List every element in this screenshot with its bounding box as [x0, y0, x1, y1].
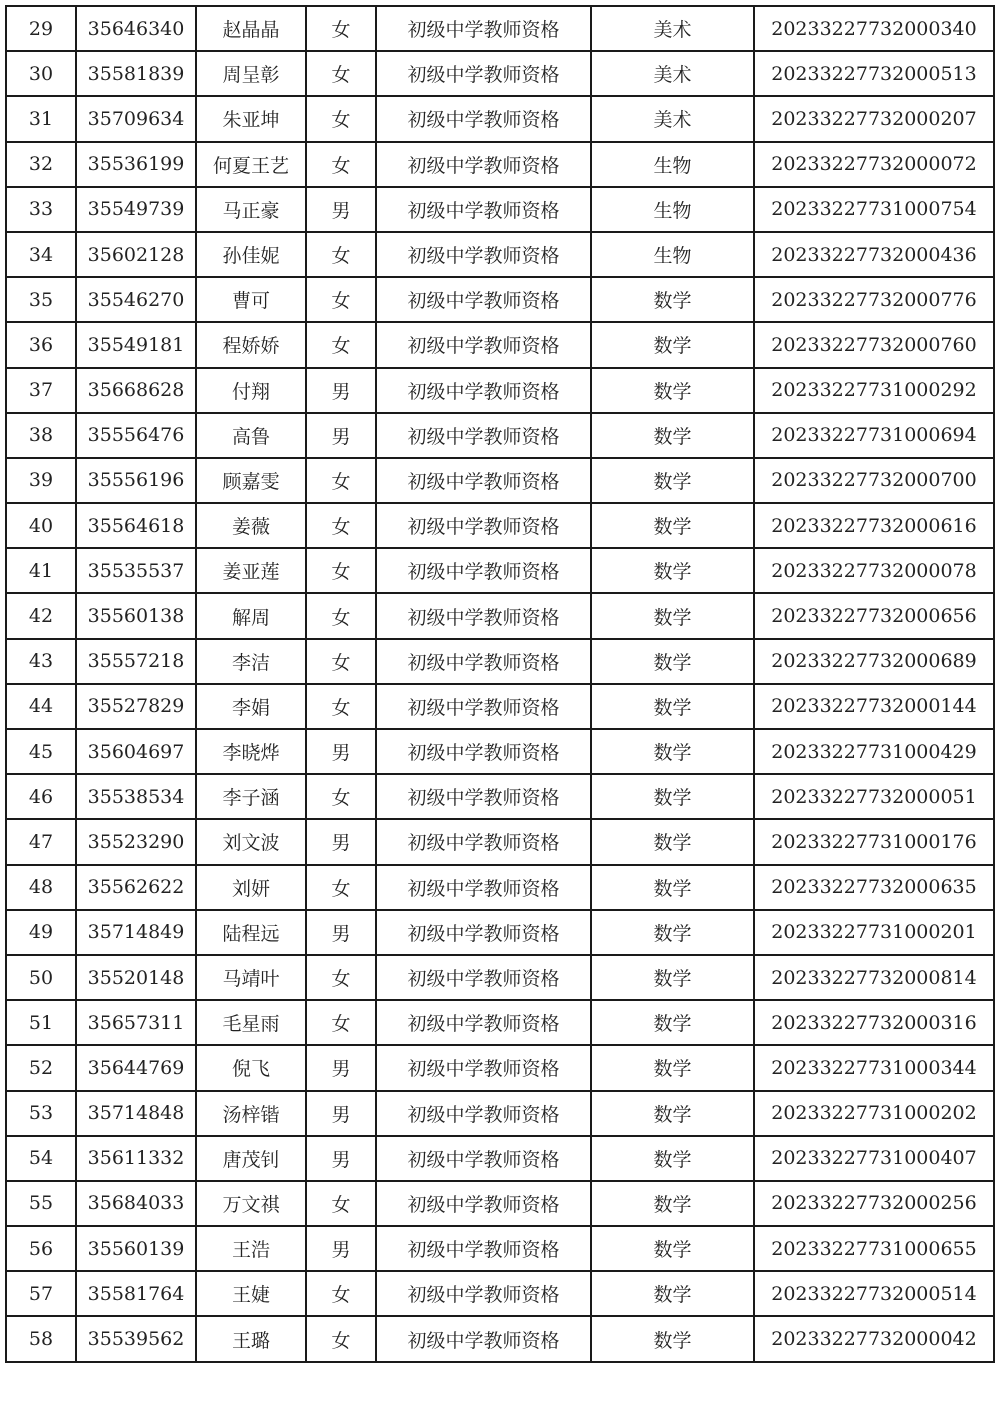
cell-certificate-number: 20233227731000407 — [754, 1136, 994, 1181]
cell-certificate-number: 20233227732000656 — [754, 593, 994, 638]
cell-applicant-id: 35539562 — [76, 1316, 196, 1361]
cell-applicant-id: 35560139 — [76, 1226, 196, 1271]
cell-name: 汤梓锴 — [196, 1091, 306, 1136]
cell-name: 姜薇 — [196, 503, 306, 548]
cell-gender: 女 — [306, 6, 376, 51]
cell-certificate-number: 20233227732000616 — [754, 503, 994, 548]
cell-name: 倪飞 — [196, 1045, 306, 1090]
cell-applicant-id: 35520148 — [76, 955, 196, 1000]
cell-applicant-id: 35581764 — [76, 1271, 196, 1316]
cell-qualification: 初级中学教师资格 — [376, 1316, 591, 1361]
cell-subject: 数学 — [591, 955, 754, 1000]
cell-name: 刘文波 — [196, 819, 306, 864]
table-row — [6, 1181, 994, 1226]
cell-subject: 数学 — [591, 819, 754, 864]
cell-index: 52 — [6, 1045, 76, 1090]
cell-certificate-number: 20233227731000429 — [754, 729, 994, 774]
cell-qualification: 初级中学教师资格 — [376, 6, 591, 51]
cell-gender: 女 — [306, 1181, 376, 1226]
cell-qualification: 初级中学教师资格 — [376, 955, 591, 1000]
cell-gender: 男 — [306, 910, 376, 955]
cell-applicant-id: 35549739 — [76, 187, 196, 232]
cell-qualification: 初级中学教师资格 — [376, 232, 591, 277]
cell-subject: 数学 — [591, 1316, 754, 1361]
cell-subject: 数学 — [591, 1045, 754, 1090]
cell-index: 37 — [6, 368, 76, 413]
cell-name: 孙佳妮 — [196, 232, 306, 277]
cell-applicant-id: 35556476 — [76, 413, 196, 458]
cell-subject: 数学 — [591, 413, 754, 458]
cell-name: 付翔 — [196, 368, 306, 413]
cell-applicant-id: 35714848 — [76, 1091, 196, 1136]
cell-qualification: 初级中学教师资格 — [376, 96, 591, 141]
cell-gender: 男 — [306, 413, 376, 458]
cell-qualification: 初级中学教师资格 — [376, 1000, 591, 1045]
table-row — [6, 548, 994, 593]
cell-qualification: 初级中学教师资格 — [376, 1226, 591, 1271]
cell-certificate-number: 20233227731000201 — [754, 910, 994, 955]
cell-gender: 女 — [306, 232, 376, 277]
cell-certificate-number: 20233227732000814 — [754, 955, 994, 1000]
cell-index: 42 — [6, 593, 76, 638]
cell-qualification: 初级中学教师资格 — [376, 910, 591, 955]
cell-index: 40 — [6, 503, 76, 548]
cell-name: 朱亚坤 — [196, 96, 306, 141]
cell-index: 38 — [6, 413, 76, 458]
cell-gender: 女 — [306, 548, 376, 593]
cell-applicant-id: 35535537 — [76, 548, 196, 593]
cell-qualification: 初级中学教师资格 — [376, 1181, 591, 1226]
cell-gender: 女 — [306, 458, 376, 503]
cell-gender: 男 — [306, 1226, 376, 1271]
cell-qualification: 初级中学教师资格 — [376, 1136, 591, 1181]
cell-certificate-number: 20233227732000078 — [754, 548, 994, 593]
cell-gender: 女 — [306, 1000, 376, 1045]
cell-qualification: 初级中学教师资格 — [376, 322, 591, 367]
cell-qualification: 初级中学教师资格 — [376, 819, 591, 864]
cell-name: 万文祺 — [196, 1181, 306, 1226]
cell-certificate-number: 20233227731000754 — [754, 187, 994, 232]
table-row — [6, 729, 994, 774]
cell-qualification: 初级中学教师资格 — [376, 639, 591, 684]
cell-applicant-id: 35538534 — [76, 774, 196, 819]
cell-subject: 数学 — [591, 593, 754, 638]
cell-subject: 数学 — [591, 1136, 754, 1181]
cell-name: 陆程远 — [196, 910, 306, 955]
cell-qualification: 初级中学教师资格 — [376, 503, 591, 548]
cell-qualification: 初级中学教师资格 — [376, 458, 591, 503]
cell-gender: 男 — [306, 1045, 376, 1090]
cell-gender: 女 — [306, 774, 376, 819]
cell-certificate-number: 20233227732000700 — [754, 458, 994, 503]
table-row — [6, 684, 994, 729]
table-row — [6, 1091, 994, 1136]
cell-index: 41 — [6, 548, 76, 593]
cell-gender: 女 — [306, 955, 376, 1000]
cell-gender: 女 — [306, 593, 376, 638]
cell-certificate-number: 20233227732000042 — [754, 1316, 994, 1361]
cell-name: 王浩 — [196, 1226, 306, 1271]
cell-subject: 数学 — [591, 865, 754, 910]
cell-applicant-id: 35527829 — [76, 684, 196, 729]
cell-index: 57 — [6, 1271, 76, 1316]
cell-subject: 美术 — [591, 51, 754, 96]
cell-certificate-number: 20233227731000292 — [754, 368, 994, 413]
cell-name: 刘妍 — [196, 865, 306, 910]
cell-applicant-id: 35523290 — [76, 819, 196, 864]
cell-index: 49 — [6, 910, 76, 955]
cell-certificate-number: 20233227732000051 — [754, 774, 994, 819]
cell-gender: 男 — [306, 1136, 376, 1181]
cell-index: 43 — [6, 639, 76, 684]
cell-certificate-number: 20233227732000513 — [754, 51, 994, 96]
cell-gender: 女 — [306, 1316, 376, 1361]
cell-qualification: 初级中学教师资格 — [376, 1271, 591, 1316]
cell-name: 李子涵 — [196, 774, 306, 819]
cell-gender: 女 — [306, 684, 376, 729]
cell-gender: 男 — [306, 368, 376, 413]
cell-subject: 数学 — [591, 368, 754, 413]
table-row — [6, 593, 994, 638]
cell-index: 51 — [6, 1000, 76, 1045]
cell-index: 33 — [6, 187, 76, 232]
table-row — [6, 142, 994, 187]
table-row — [6, 819, 994, 864]
cell-applicant-id: 35611332 — [76, 1136, 196, 1181]
cell-index: 54 — [6, 1136, 76, 1181]
cell-gender: 女 — [306, 142, 376, 187]
cell-subject: 数学 — [591, 458, 754, 503]
cell-name: 程娇娇 — [196, 322, 306, 367]
cell-name: 高鲁 — [196, 413, 306, 458]
cell-applicant-id: 35684033 — [76, 1181, 196, 1226]
cell-name: 何夏王艺 — [196, 142, 306, 187]
table-row — [6, 277, 994, 322]
cell-gender: 男 — [306, 1091, 376, 1136]
cell-qualification: 初级中学教师资格 — [376, 368, 591, 413]
cell-name: 曹可 — [196, 277, 306, 322]
cell-subject: 数学 — [591, 729, 754, 774]
table-row — [6, 458, 994, 503]
cell-applicant-id: 35668628 — [76, 368, 196, 413]
cell-index: 44 — [6, 684, 76, 729]
cell-name: 赵晶晶 — [196, 6, 306, 51]
table-row — [6, 1136, 994, 1181]
table-row — [6, 413, 994, 458]
cell-subject: 数学 — [591, 548, 754, 593]
cell-subject: 生物 — [591, 187, 754, 232]
cell-applicant-id: 35604697 — [76, 729, 196, 774]
cell-subject: 数学 — [591, 503, 754, 548]
cell-index: 56 — [6, 1226, 76, 1271]
cell-subject: 数学 — [591, 1271, 754, 1316]
table-row — [6, 6, 994, 51]
table-row — [6, 639, 994, 684]
cell-applicant-id: 35536199 — [76, 142, 196, 187]
cell-qualification: 初级中学教师资格 — [376, 548, 591, 593]
cell-applicant-id: 35646340 — [76, 6, 196, 51]
cell-certificate-number: 20233227732000760 — [754, 322, 994, 367]
cell-index: 31 — [6, 96, 76, 141]
cell-qualification: 初级中学教师资格 — [376, 413, 591, 458]
cell-subject: 数学 — [591, 910, 754, 955]
cell-index: 58 — [6, 1316, 76, 1361]
table-row — [6, 865, 994, 910]
cell-certificate-number: 20233227731000202 — [754, 1091, 994, 1136]
cell-name: 李晓烨 — [196, 729, 306, 774]
cell-subject: 数学 — [591, 639, 754, 684]
cell-applicant-id: 35556196 — [76, 458, 196, 503]
cell-qualification: 初级中学教师资格 — [376, 593, 591, 638]
cell-certificate-number: 20233227732000316 — [754, 1000, 994, 1045]
cell-applicant-id: 35562622 — [76, 865, 196, 910]
cell-name: 马正豪 — [196, 187, 306, 232]
cell-index: 34 — [6, 232, 76, 277]
table-row — [6, 1000, 994, 1045]
cell-applicant-id: 35644769 — [76, 1045, 196, 1090]
table-row — [6, 96, 994, 141]
cell-subject: 生物 — [591, 142, 754, 187]
cell-certificate-number: 20233227732000072 — [754, 142, 994, 187]
cell-name: 姜亚莲 — [196, 548, 306, 593]
cell-subject: 数学 — [591, 684, 754, 729]
cell-index: 35 — [6, 277, 76, 322]
table-row — [6, 1045, 994, 1090]
cell-name: 王璐 — [196, 1316, 306, 1361]
table-row — [6, 368, 994, 413]
cell-name: 马靖叶 — [196, 955, 306, 1000]
cell-certificate-number: 20233227731000344 — [754, 1045, 994, 1090]
cell-index: 30 — [6, 51, 76, 96]
cell-certificate-number: 20233227732000514 — [754, 1271, 994, 1316]
cell-qualification: 初级中学教师资格 — [376, 684, 591, 729]
cell-name: 李洁 — [196, 639, 306, 684]
cell-applicant-id: 35602128 — [76, 232, 196, 277]
cell-subject: 美术 — [591, 96, 754, 141]
table-row — [6, 910, 994, 955]
cell-subject: 数学 — [591, 1181, 754, 1226]
cell-certificate-number: 20233227732000207 — [754, 96, 994, 141]
cell-name: 唐茂钊 — [196, 1136, 306, 1181]
cell-certificate-number: 20233227731000694 — [754, 413, 994, 458]
cell-name: 王婕 — [196, 1271, 306, 1316]
cell-subject: 数学 — [591, 322, 754, 367]
cell-certificate-number: 20233227732000256 — [754, 1181, 994, 1226]
cell-name: 毛星雨 — [196, 1000, 306, 1045]
cell-name: 周呈彰 — [196, 51, 306, 96]
cell-index: 53 — [6, 1091, 76, 1136]
cell-name: 解周 — [196, 593, 306, 638]
table-row — [6, 955, 994, 1000]
cell-qualification: 初级中学教师资格 — [376, 1091, 591, 1136]
cell-applicant-id: 35557218 — [76, 639, 196, 684]
cell-applicant-id: 35657311 — [76, 1000, 196, 1045]
cell-subject: 生物 — [591, 232, 754, 277]
cell-gender: 女 — [306, 51, 376, 96]
table-row — [6, 187, 994, 232]
cell-certificate-number: 20233227732000635 — [754, 865, 994, 910]
cell-gender: 女 — [306, 96, 376, 141]
cell-qualification: 初级中学教师资格 — [376, 865, 591, 910]
cell-gender: 男 — [306, 819, 376, 864]
cell-gender: 男 — [306, 187, 376, 232]
table-row — [6, 503, 994, 548]
cell-certificate-number: 20233227732000689 — [754, 639, 994, 684]
cell-qualification: 初级中学教师资格 — [376, 1045, 591, 1090]
cell-certificate-number: 20233227732000776 — [754, 277, 994, 322]
cell-index: 32 — [6, 142, 76, 187]
cell-applicant-id: 35549181 — [76, 322, 196, 367]
cell-gender: 女 — [306, 639, 376, 684]
cell-gender: 男 — [306, 729, 376, 774]
cell-index: 46 — [6, 774, 76, 819]
cell-subject: 数学 — [591, 1091, 754, 1136]
cell-applicant-id: 35560138 — [76, 593, 196, 638]
cell-qualification: 初级中学教师资格 — [376, 277, 591, 322]
table-row — [6, 1271, 994, 1316]
cell-applicant-id: 35709634 — [76, 96, 196, 141]
table-row — [6, 51, 994, 96]
cell-subject: 美术 — [591, 6, 754, 51]
cell-certificate-number: 20233227732000436 — [754, 232, 994, 277]
cell-index: 45 — [6, 729, 76, 774]
table-row — [6, 322, 994, 367]
cell-qualification: 初级中学教师资格 — [376, 51, 591, 96]
cell-gender: 女 — [306, 322, 376, 367]
cell-qualification: 初级中学教师资格 — [376, 774, 591, 819]
cell-index: 36 — [6, 322, 76, 367]
cell-index: 39 — [6, 458, 76, 503]
cell-index: 50 — [6, 955, 76, 1000]
cell-qualification: 初级中学教师资格 — [376, 187, 591, 232]
cell-qualification: 初级中学教师资格 — [376, 729, 591, 774]
cell-subject: 数学 — [591, 774, 754, 819]
cell-qualification: 初级中学教师资格 — [376, 142, 591, 187]
cell-subject: 数学 — [591, 277, 754, 322]
table-row — [6, 1226, 994, 1271]
cell-certificate-number: 20233227731000655 — [754, 1226, 994, 1271]
cell-index: 55 — [6, 1181, 76, 1226]
cell-gender: 女 — [306, 865, 376, 910]
roster-body — [6, 6, 994, 1362]
cell-index: 48 — [6, 865, 76, 910]
roster-table — [5, 5, 995, 1363]
cell-name: 顾嘉雯 — [196, 458, 306, 503]
cell-certificate-number: 20233227732000144 — [754, 684, 994, 729]
table-row — [6, 232, 994, 277]
cell-name: 李娟 — [196, 684, 306, 729]
cell-subject: 数学 — [591, 1226, 754, 1271]
cell-applicant-id: 35714849 — [76, 910, 196, 955]
cell-gender: 女 — [306, 1271, 376, 1316]
cell-certificate-number: 20233227731000176 — [754, 819, 994, 864]
cell-applicant-id: 35564618 — [76, 503, 196, 548]
cell-index: 47 — [6, 819, 76, 864]
cell-certificate-number: 20233227732000340 — [754, 6, 994, 51]
cell-applicant-id: 35546270 — [76, 277, 196, 322]
table-row — [6, 774, 994, 819]
cell-gender: 女 — [306, 503, 376, 548]
cell-subject: 数学 — [591, 1000, 754, 1045]
cell-applicant-id: 35581839 — [76, 51, 196, 96]
cell-gender: 女 — [306, 277, 376, 322]
cell-index: 29 — [6, 6, 76, 51]
table-row — [6, 1316, 994, 1361]
